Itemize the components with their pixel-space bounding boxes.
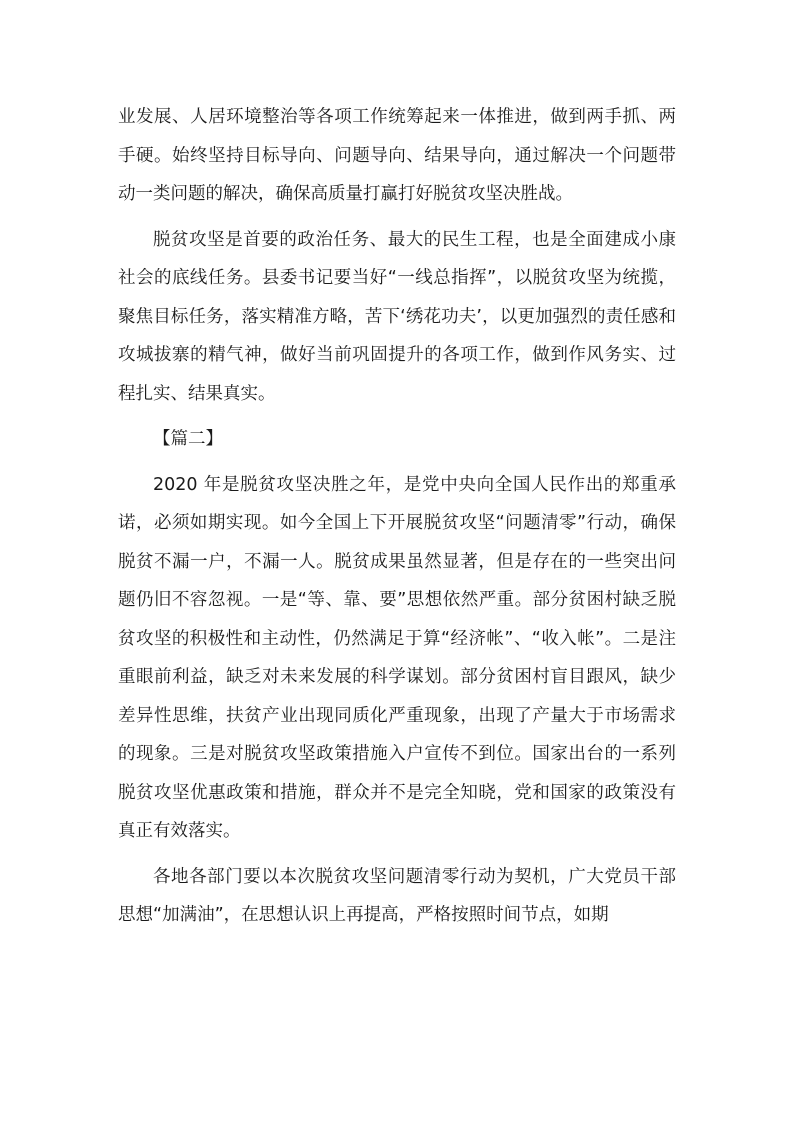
paragraph-continued: 业发展、人居环境整治等各项工作统筹起来一体推进，做到两手抓、两手硬。始终坚持目标导向、问题导向、结果导向，通过解决一个问题带动一类问题的解决，确保高质量打赢打好脱贫攻坚决胜战。 (118, 107, 676, 204)
paragraph-county-secretary: 脱贫攻坚是首要的政治任务、最大的民生工程，也是全面建成小康社会的底线任务。县委书记要当好“一线总指挥”，以脱贫攻坚为统揽，聚焦目标任务，落实精准方略，苦下‘绣花功夫’，以更加强烈的责任感和攻城拔寨的精气神，做好当前巩固提升的各项工作，做到作风务实、过程扎实、结果真实。 (118, 229, 676, 404)
section-heading: 【篇二】 (153, 429, 223, 449)
document-page (118, 98, 676, 935)
paragraph-2020-problems: 2020 年是脱贫攻坚决胜之年，是党中央向全国人民作出的郑重承诺，必须如期实现。如今全国上下开展脱贫攻坚“问题清零”行动，确保脱贫不漏一户，不漏一人。脱贫成果虽然显著，但是存在的一些突出问题仍旧不容忽视。一是“等、靠、要”思想依然严重。部分贫困村缺乏脱贫攻坚的积极性和主动性，仍然满足于算“经济帐”、“收入帐”。二是注重眼前利益，缺乏对未来发展的科学谋划。部分贫困村盲目跟风，缺少差异性思维，扶贫产业出现同质化严重现象，出现了产量大于市场需求的现象。三是对脱贫攻坚政策措施入户宣传不到位。国家出台的一系列脱贫攻坚优惠政策和措施，群众并不是完全知晓，党和国家的政策没有真正有效落实。 (118, 474, 676, 841)
paragraph-departments: 各地各部门要以本次脱贫攻坚问题清零行动为契机，广大党员干部思想“加满油”，在思想认识上再提高，严格按照时间节点，如期 (118, 866, 676, 925)
